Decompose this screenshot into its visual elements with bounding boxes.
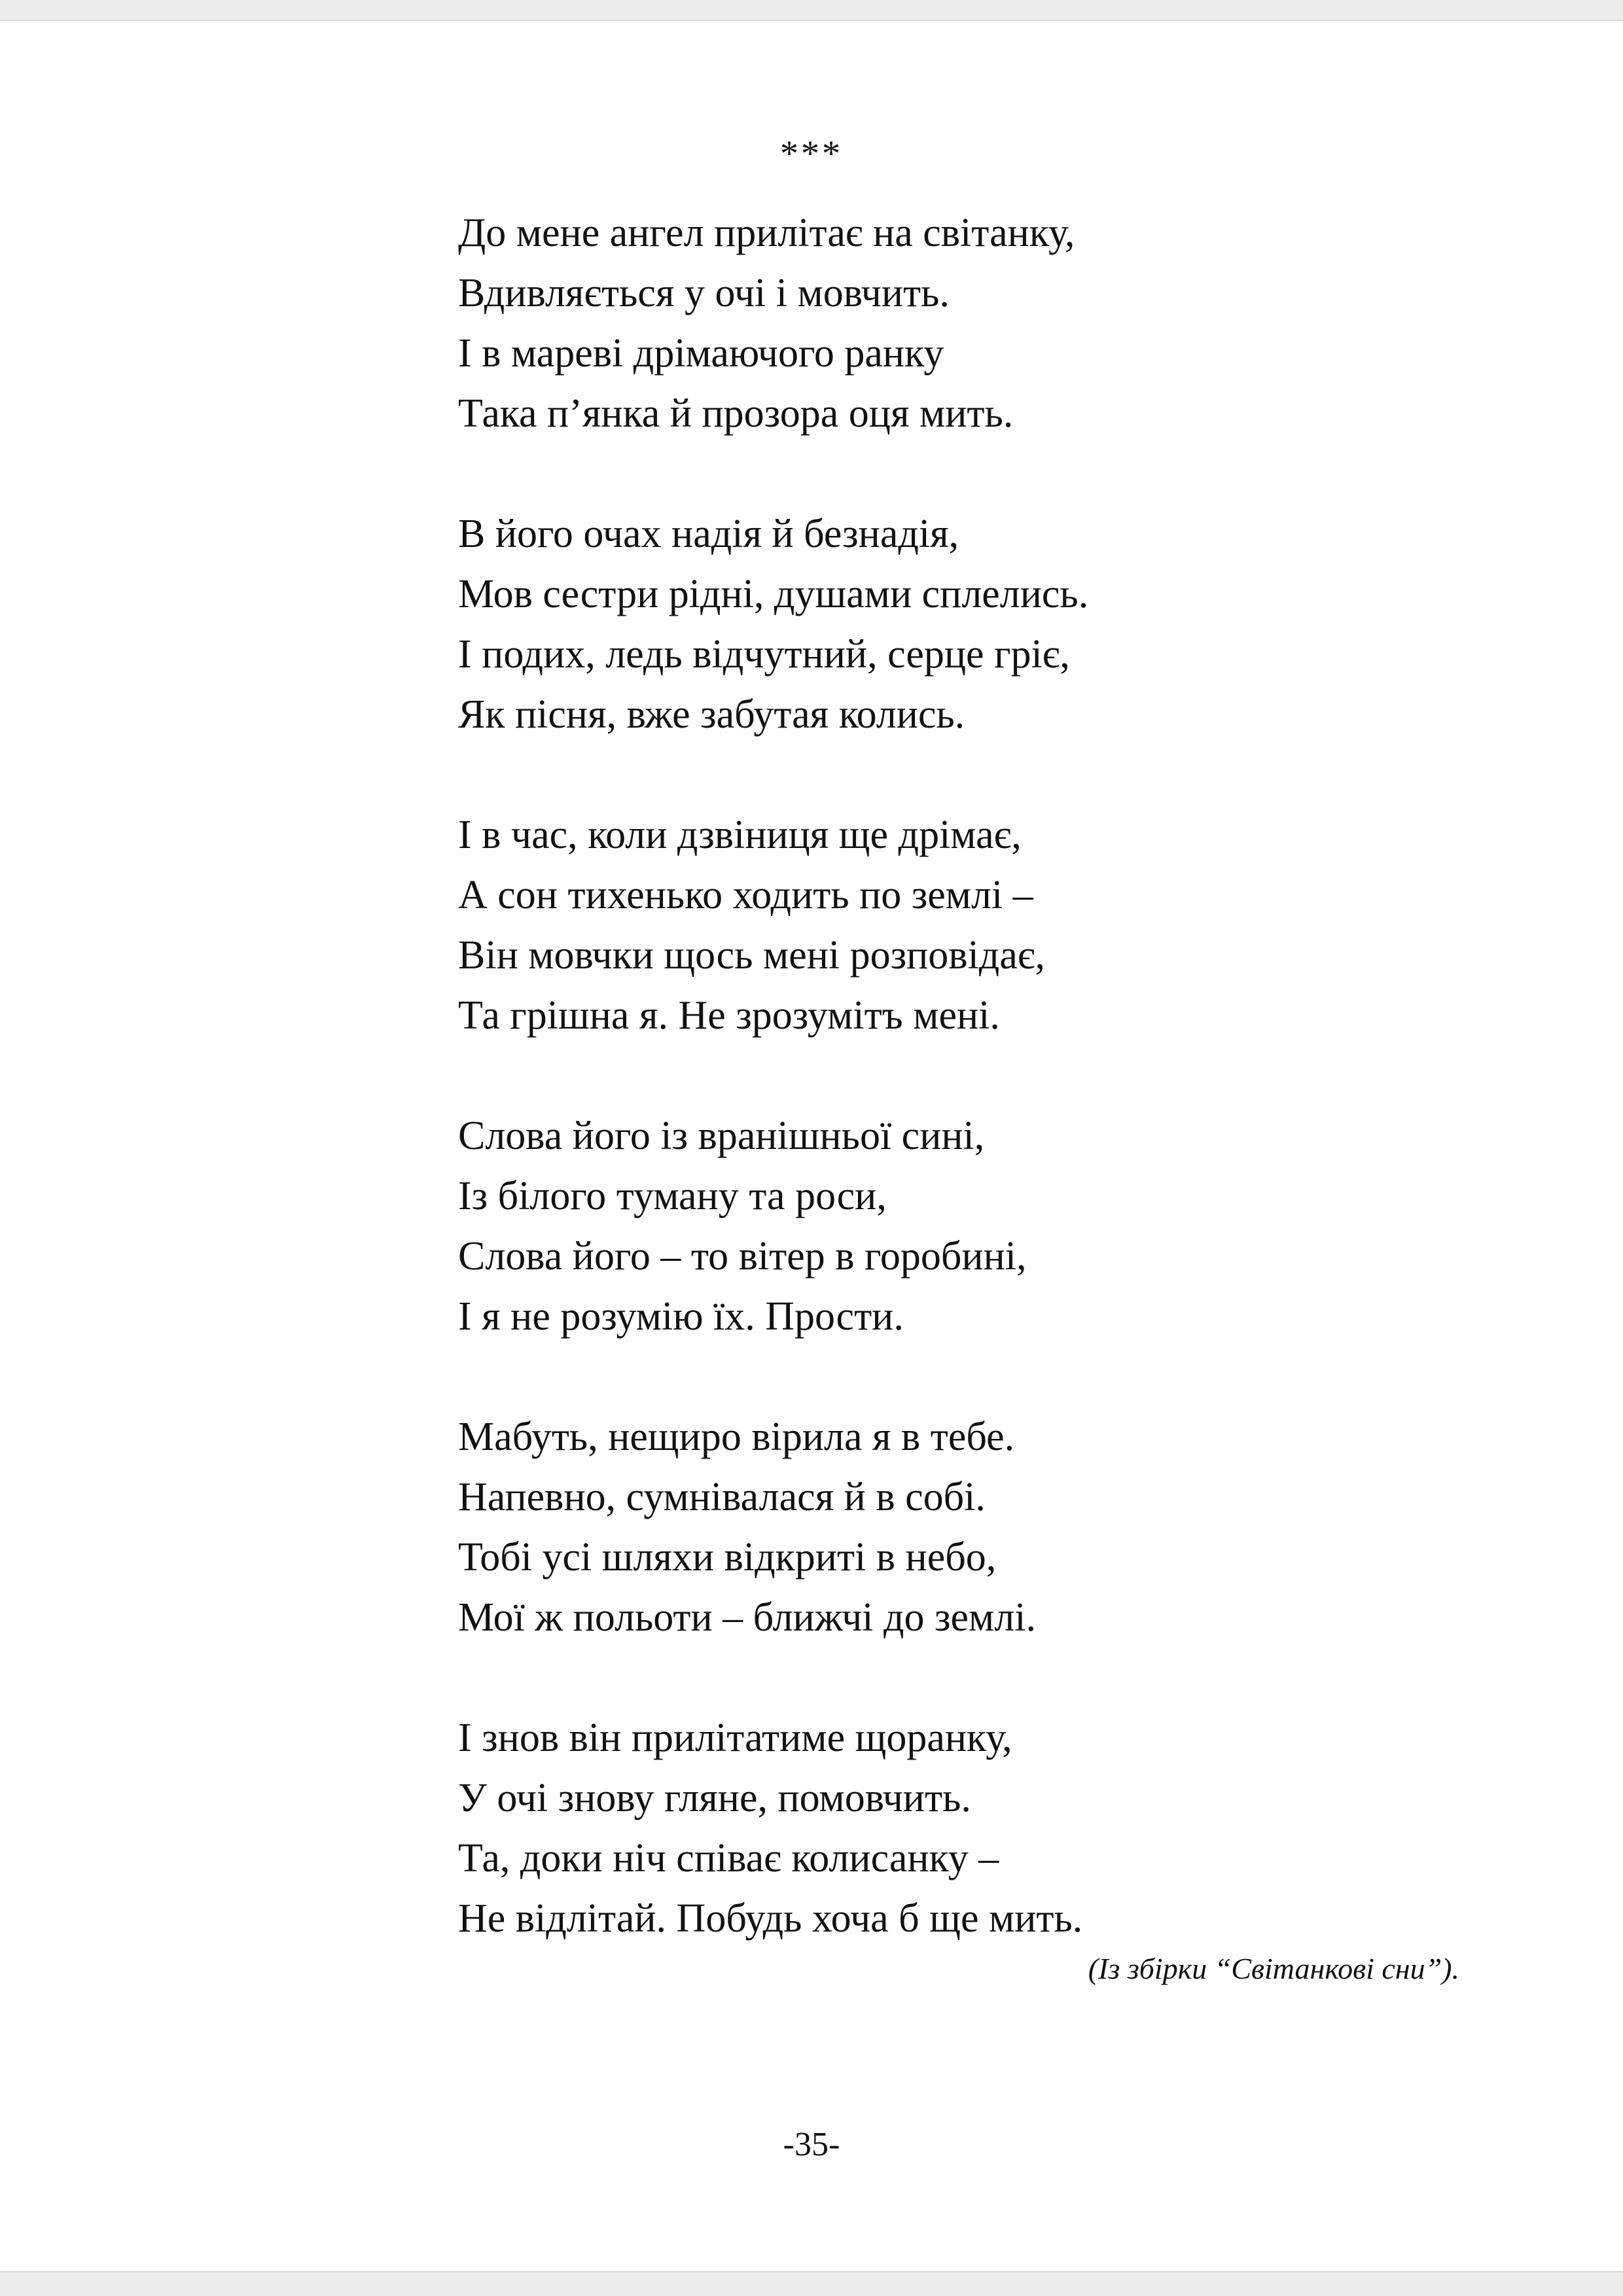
viewer-bottom-margin [0,2272,1623,2296]
stanza-separator: *** [780,133,843,174]
poem-line: І знов він прилітатиме щоранку, [458,1716,1012,1760]
poem-line: А сон тихенько ходить по землі – [458,873,1033,917]
poem-line: Із білого туману та роси, [458,1174,887,1218]
poem-line: В його очах надія й безнадія, [458,512,959,556]
poem-body [458,203,1505,1949]
poem-line: Тобі усі шляхи відкриті в небо, [458,1535,997,1580]
stanza-1 [458,203,1505,444]
page-number: -35- [783,2126,840,2163]
source-attribution: (Із збірки “Світанкові сни”). [1088,1952,1459,1985]
poem-line: Не відлітай. Побудь хоча б ще мить. [458,1896,1083,1941]
poem-line: Така п’янка й прозора оця мить. [458,391,1014,436]
stanza-3 [458,805,1505,1046]
poem-line: І в час, коли дзвіниця ще дрімає, [458,813,1022,857]
poem-line: Він мовчки щось мені розповідає, [458,933,1045,978]
stanza-2 [458,504,1505,745]
poem-line: Слова його – то вітер в горобині, [458,1234,1027,1279]
poem-line: Та, доки ніч співає колисанку – [458,1836,999,1881]
poem-line: Як пісня, вже забутая колись. [458,692,965,737]
poem-line: І в мареві дрімаючого ранку [458,331,944,376]
poem-line: Та грішна я. Не зрозумітъ мені. [458,993,1000,1038]
poem-line: Напевно, сумнівалася й в собі. [458,1475,986,1519]
poem-line: Вдивляється у очі і мовчить. [458,271,950,315]
poem-line: Мов сестри рідні, душами сплелись. [458,572,1089,616]
poem-line: Слова його із вранішньої сині, [458,1114,985,1158]
stanza-4 [458,1106,1505,1347]
poem-line: До мене ангел прилітає на світанку, [458,211,1075,255]
poem-line: Мабуть, нещиро вірила я в тебе. [458,1415,1015,1459]
document-page [0,20,1623,2272]
stanza-5 [458,1407,1505,1648]
poem-line: У очі знову гляне, помовчить. [458,1776,971,1820]
poem-line: І подих, ледь відчутний, серце гріє, [458,632,1070,677]
stanza-6 [458,1708,1505,1949]
poem-line: Мої ж польоти – ближчі до землі. [458,1595,1036,1640]
poem-line: І я не розумію їх. Прости. [458,1294,904,1339]
viewer-top-margin [0,0,1623,20]
